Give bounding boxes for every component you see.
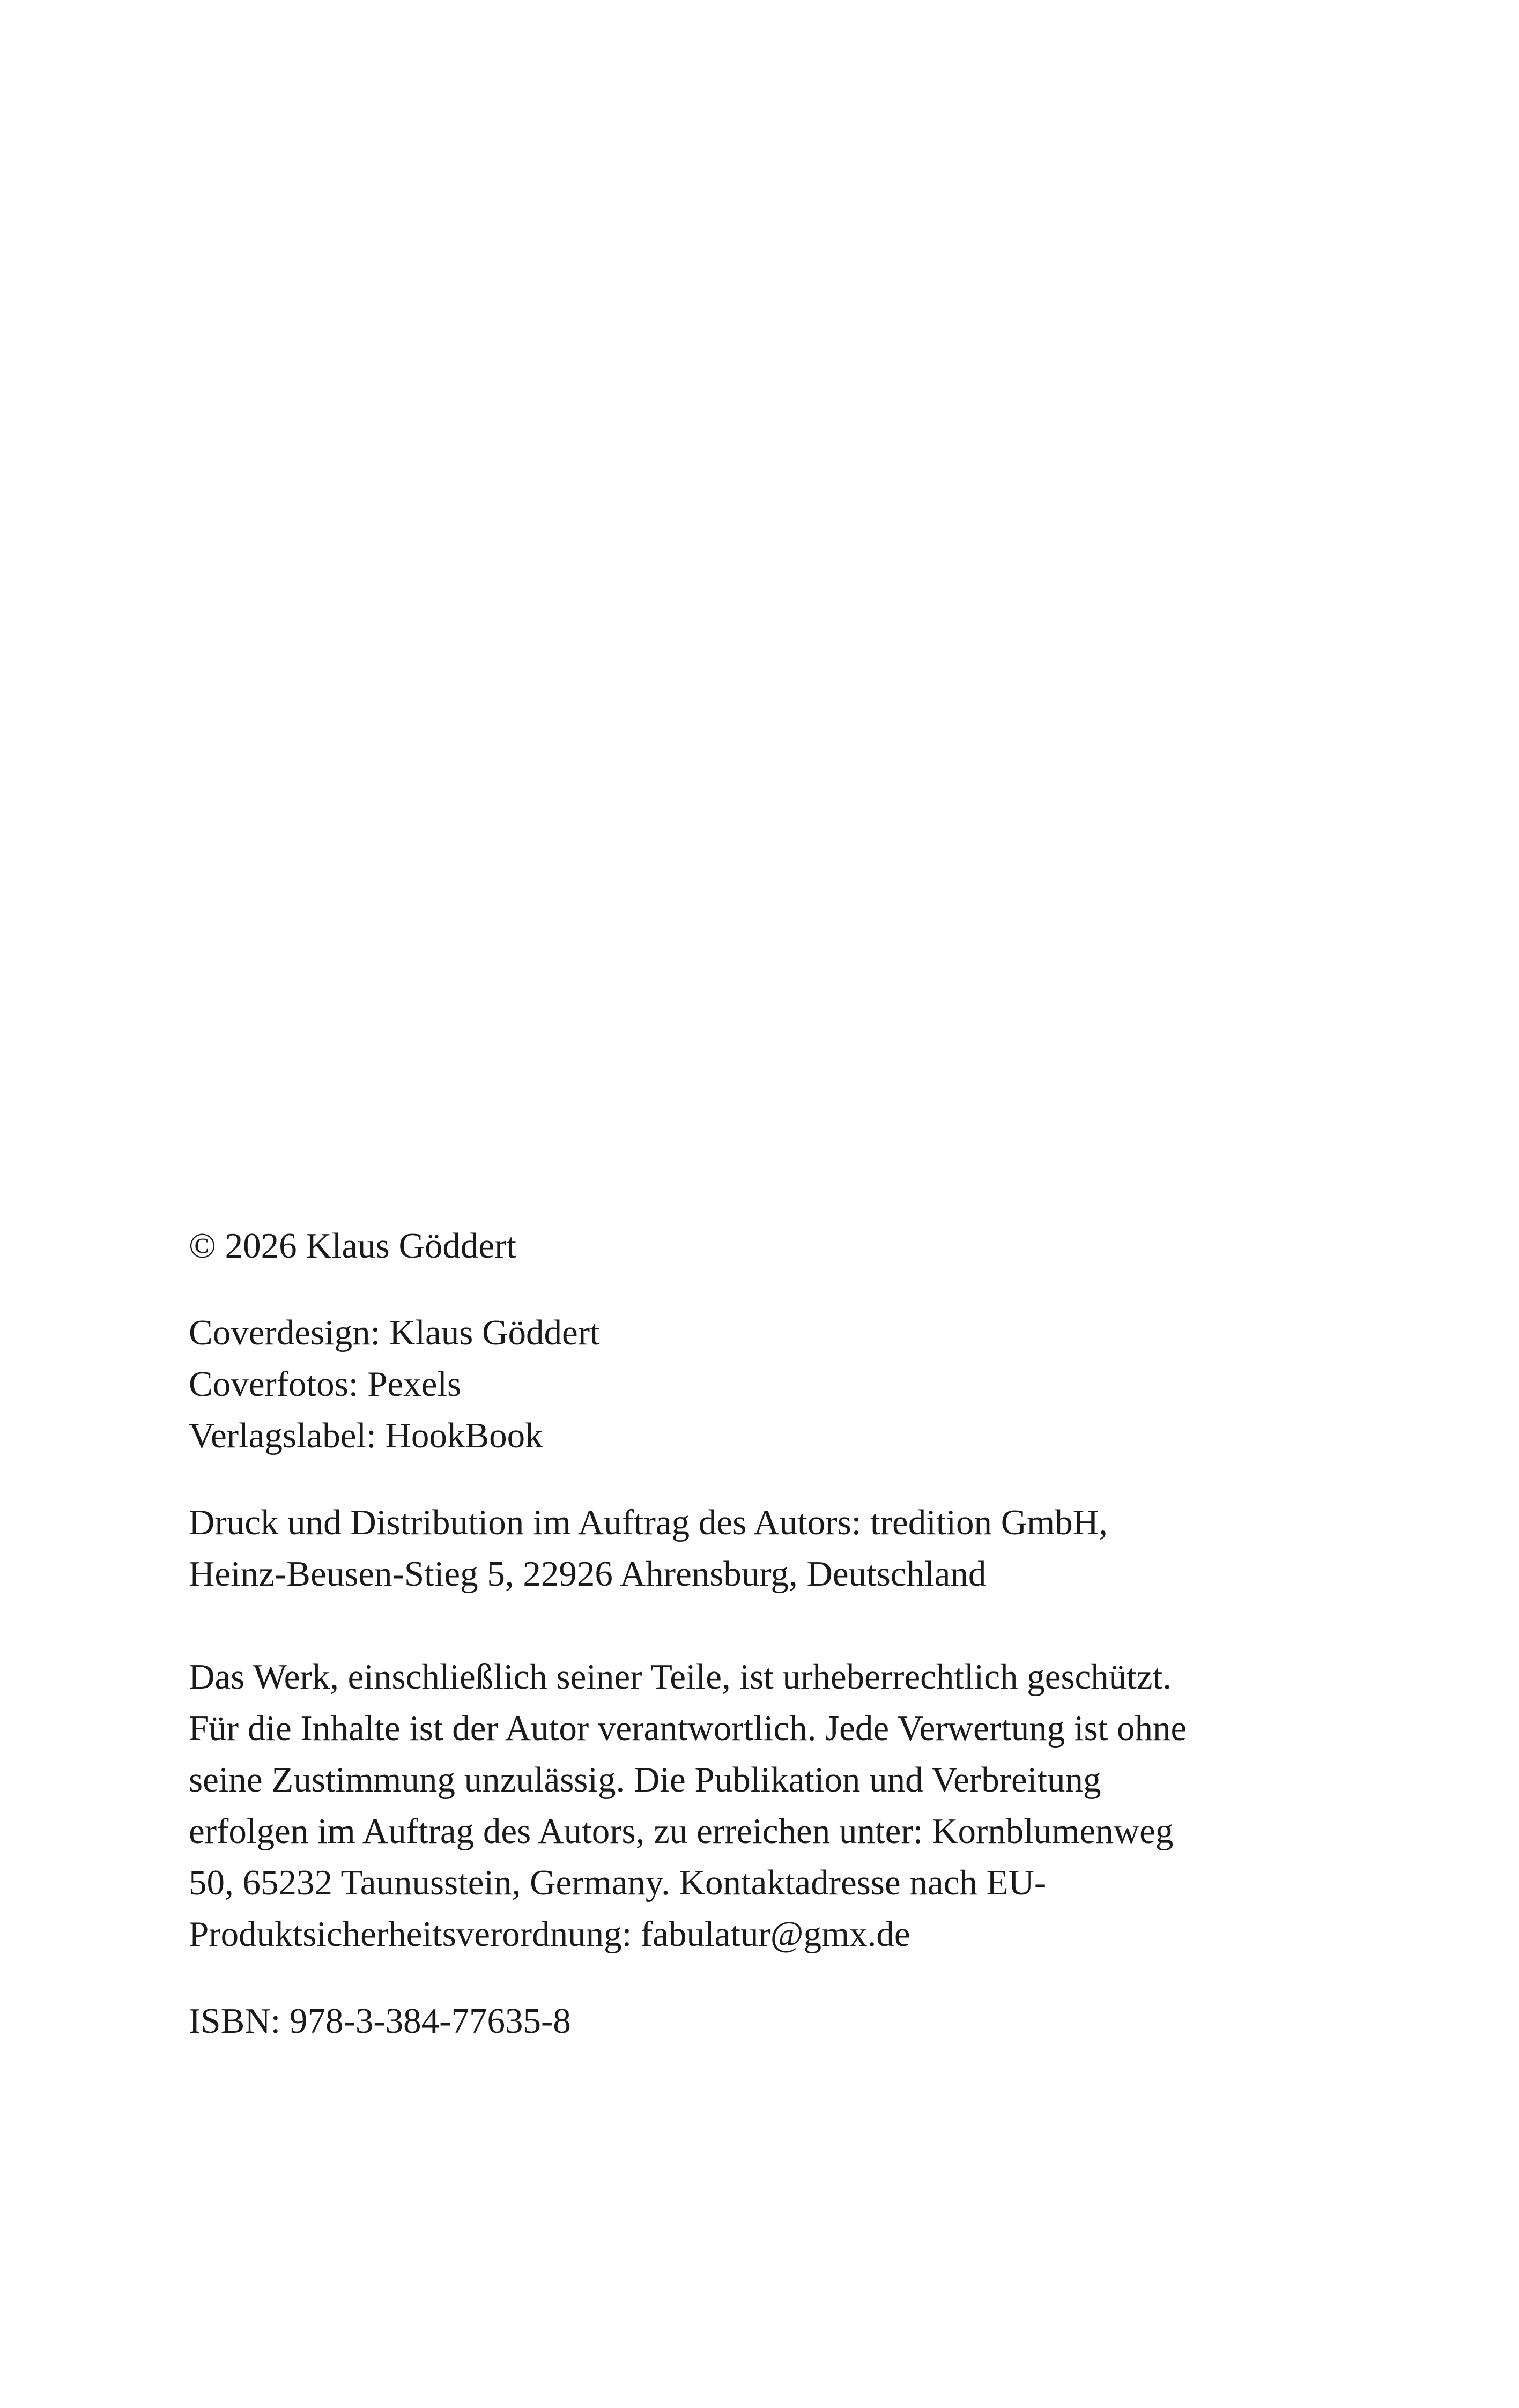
legal-line: Für die Inhalte ist der Autor verantwortlich. Jede Verwertung ist ohne: [189, 1708, 1187, 1748]
publisher-label-credit: Verlagslabel: HookBook: [189, 1416, 543, 1455]
print-line: Heinz-Beusen-Stieg 5, 22926 Ahrensburg, Deutschland: [189, 1554, 987, 1594]
legal-line: 50, 65232 Taunusstein, Germany. Kontaktadresse nach EU-: [189, 1863, 1047, 1902]
isbn-line: ISBN: 978-3-384-77635-8: [189, 2001, 571, 2041]
copyright-line: © 2026 Klaus Göddert: [189, 1226, 517, 1266]
legal-notice-block: [189, 1651, 1368, 1960]
credits-block: [189, 1307, 1368, 1461]
legal-line: Das Werk, einschließlich seiner Teile, ist urheberrechtlich geschützt.: [189, 1657, 1172, 1697]
legal-line: Produktsicherheitsverordnung: fabulatur@gmx.de: [189, 1914, 910, 1954]
cover-design-credit: Coverdesign: Klaus Göddert: [189, 1313, 600, 1352]
imprint-section: [189, 1220, 1368, 2047]
cover-photo-credit: Coverfotos: Pexels: [189, 1364, 462, 1404]
legal-line: erfolgen im Auftrag des Autors, zu erreichen unter: Kornblumenweg: [189, 1811, 1174, 1851]
print-distribution-block: [189, 1497, 1368, 1600]
print-line: Druck und Distribution im Auftrag des Autors: tredition GmbH,: [189, 1503, 1108, 1542]
legal-line: seine Zustimmung unzulässig. Die Publikation und Verbreitung: [189, 1760, 1101, 1800]
